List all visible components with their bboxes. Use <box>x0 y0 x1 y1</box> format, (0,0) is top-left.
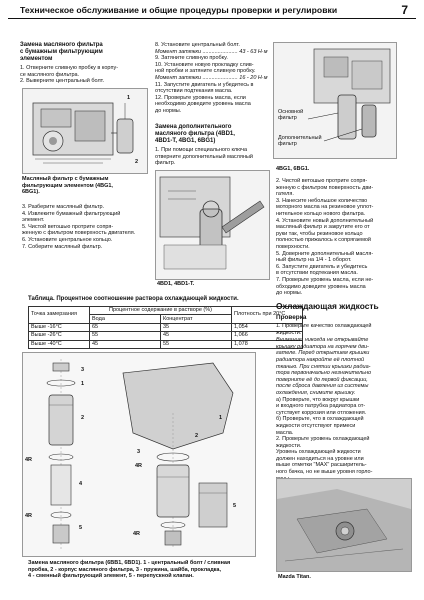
caption-line: 6BG1). <box>22 189 40 196</box>
step-text: 2. Чистой ветошью протрите сопря- <box>276 178 368 184</box>
caption-line: Масляный фильтр с бумажным <box>22 176 109 182</box>
caption-line: Замена масляного фильтра (6BB1, 6BD1). 1 - центральный болт / сливная <box>28 560 231 566</box>
torque-spec: Момент затяжки ....................... 43 - 63 Н·м <box>155 48 268 55</box>
step-text: 1. Проверьте качество охлаждающей <box>276 323 372 329</box>
step-text: 10. Установите новую прокладку слив- <box>155 61 254 68</box>
callout-label: 5 <box>79 525 83 531</box>
callout-label: 4R <box>135 463 143 469</box>
warning-line: Внимание: никогда не открывайте <box>276 337 369 344</box>
step-text: отверните дополнительный масляный <box>155 153 253 160</box>
label-additional-filter <box>278 135 322 147</box>
page-title: Техническое обслуживание и общие процедуры проверки и регулировки <box>20 5 338 15</box>
header-freeze: Точка замерзания <box>29 307 90 324</box>
step-text: обходимо доведите уровень масла <box>276 283 366 290</box>
step-text: полностью прижалось к сопрягаемой <box>276 237 372 244</box>
step-text: ного бачка, но не выше уровня горло- <box>276 469 373 476</box>
filter-wrench-illustration <box>156 171 269 279</box>
heading-line: с бумажным фильтрующим <box>20 49 103 56</box>
table-cell: 45 <box>161 332 232 340</box>
label-main-filter <box>278 109 303 121</box>
callout-label: 2 <box>81 415 85 421</box>
additional-filter-steps <box>276 178 411 297</box>
callout-label: 2 <box>195 433 199 439</box>
callout-2: 2 <box>135 159 139 165</box>
caption-line: 4 - сменный фильтрующий элемент, 5 - перепускной клапан. <box>28 573 194 580</box>
coolant-text <box>276 323 414 482</box>
oil-filter-steps-a <box>20 65 150 85</box>
figure-caption: Mazda Titan. <box>278 574 311 580</box>
caption-line: фильтрующим элементом (4BG1, <box>22 182 113 189</box>
figure-caption: 4BG1, 6BG1. <box>276 166 310 172</box>
table-cell: 55 <box>161 340 232 348</box>
step-text: б) Проверьте, что в охлаждающей <box>276 416 364 423</box>
warning-line: гателе. Перед открытием крышки <box>276 350 370 357</box>
coolant-subheading: Проверка <box>276 314 307 321</box>
warning-line: тора первоначально незначительно <box>276 370 372 377</box>
coolant-heading: Охлаждающая жидкость <box>276 301 379 311</box>
step-text: фильтр. <box>155 160 176 167</box>
step-text: 3. Нанесите небольшое количество <box>276 197 368 204</box>
additional-filter-step1 <box>155 147 270 167</box>
exploded-caption <box>28 560 258 580</box>
table-cell: Выше -40°С <box>29 340 90 348</box>
heading-line: Замена масляного фильтра <box>20 42 103 48</box>
step-text: руки так, чтобы резиновое кольцо <box>276 230 363 237</box>
step-text: сутствует коррозия или отложения. <box>276 409 367 416</box>
step-text: выше отметки "MAX" расширитель- <box>276 462 367 469</box>
warning-block <box>276 337 414 396</box>
step-text: 6. Установите центральное кольцо. <box>22 236 113 243</box>
step-text: 2. Проверьте уровень охлаждающей <box>276 436 370 443</box>
step-text: масла. <box>276 429 294 436</box>
heading-line: масляного фильтра (4BD1, <box>155 131 235 138</box>
table-row <box>29 332 303 340</box>
step-text: поверхности. <box>276 243 310 250</box>
warning-line: крышку радиатора на горячем дви- <box>276 343 369 350</box>
step-text: жидкости. <box>276 329 302 336</box>
callout-label: 5 <box>233 503 237 509</box>
label-line: Основной <box>278 109 304 115</box>
step-text: ной пробки и затяните сливную пробку. <box>155 68 256 75</box>
table-cell: 1,066 <box>232 332 303 340</box>
label-line: фильтр <box>278 141 297 147</box>
step-text: 5. Чистой ветошью протрите сопря- <box>22 223 114 230</box>
step-text: и входного патрубка радиатора от- <box>276 403 366 410</box>
table-cell: Выше -16°С <box>29 323 90 331</box>
table-title: Таблица. Процентное соотношение раствора охлаждающей жидкости. <box>28 296 239 302</box>
radiator-figure <box>276 478 412 572</box>
step-text: 4. Извлеките бумажный фильтрующий <box>22 210 121 217</box>
step-text: 6. Запустите двигатель и убедитесь <box>276 263 368 270</box>
warning-line: после сброса давления из системы <box>276 383 369 390</box>
label-line: Дополнительный <box>278 135 322 141</box>
additional-filter-heading <box>155 124 270 146</box>
header-concentrate: Концентрат <box>161 315 232 323</box>
heading-line: элементом <box>20 56 53 63</box>
filter-location-figure <box>273 42 397 159</box>
oil-filter-steps-top <box>155 42 270 115</box>
step-text: 1. При помощи специального ключа <box>155 147 248 153</box>
callout-label: 3 <box>137 449 141 455</box>
callout-label: 4R <box>25 457 33 463</box>
warning-line: радиатора накройте её плотной <box>276 356 365 363</box>
step-text: необходимо доведите уровень масла <box>155 101 251 108</box>
callout-label: 4 <box>79 481 83 487</box>
step-text: женную с фильтром поверхность дви- <box>276 184 374 191</box>
step-text: 7. Соберите масляный фильтр. <box>22 243 103 250</box>
caption-line: пробка, 2 - корпус масляного фильтра, 3 - пружина, шайба, прокладка, <box>28 566 222 573</box>
table-cell: Выше -26°С <box>29 332 90 340</box>
step-text: 7. Проверьте уровень масла, если не- <box>276 276 374 283</box>
engine-figure <box>22 88 148 174</box>
warning-line: тканью. При снятии крышки радиа- <box>276 363 371 370</box>
coolant-table <box>28 306 303 349</box>
header-group: Процентное содержание в растворе (%) <box>90 307 232 315</box>
label-line: фильтр <box>278 115 297 121</box>
oil-filter-steps-b <box>22 204 152 250</box>
step-text: до нормы. <box>276 290 303 297</box>
step-text: моторного масла на резиновое уплот- <box>276 204 374 211</box>
warning-line: поверните её до первой фиксации, <box>276 376 368 383</box>
step-text: отсутствии подтекания масла. <box>155 88 233 95</box>
step-text: нительное кольцо нового фильтра. <box>276 210 366 217</box>
table-row <box>29 340 303 348</box>
additional-filter-figure <box>155 170 270 280</box>
step-text: 3. Разберите масляный фильтр. <box>22 204 105 210</box>
step-text: 8. Установите центральный болт. <box>155 42 240 48</box>
step-text: 1. Отверните сливную пробку в корпу- <box>20 65 119 71</box>
page-header <box>8 3 416 19</box>
figure-caption <box>22 176 152 196</box>
callout-label: 3 <box>81 367 85 373</box>
header-density: Плотность при 20°С <box>232 307 303 324</box>
table-row <box>29 323 303 331</box>
header-water: Вода <box>90 315 161 323</box>
heading-line: Замена дополнительного <box>155 124 232 130</box>
step-text: се масляного фильтра. <box>20 71 80 78</box>
step-text: элемент. <box>22 217 45 224</box>
step-text: 4. Установите новый дополнительный <box>276 217 374 224</box>
exploded-figure <box>22 352 256 557</box>
callout-label: 4R <box>25 513 33 519</box>
warning-line: охлаждения, снимите крышку. <box>276 389 356 396</box>
table-cell: 65 <box>90 323 161 331</box>
step-text: жидкости отсутствуют примеси <box>276 422 356 429</box>
step-text: жидкости. <box>276 442 302 449</box>
callout-1: 1 <box>127 95 131 101</box>
step-text: ный фильтр на 1/4 - 1 оборот. <box>276 257 352 264</box>
callout-label: 4R <box>133 531 141 537</box>
step-text: в отсутствии подтекания масла. <box>276 270 358 277</box>
page-number: 7 <box>401 3 408 17</box>
step-text: 5. Доверните дополнительный масля- <box>276 250 374 257</box>
step-text: должен находиться на уровне или <box>276 455 364 462</box>
table-cell: 1,054 <box>232 323 303 331</box>
step-text: 9. Затяните сливную пробку. <box>155 55 228 62</box>
step-text: Уровень охлаждающей жидкости <box>276 449 361 456</box>
step-text: гателя. <box>276 191 294 198</box>
step-text: 11. Запустите двигатель и убедитесь в <box>155 81 254 88</box>
step-text: 12. Проверьте уровень масла, если <box>155 94 246 101</box>
radiator-illustration <box>277 479 411 571</box>
step-text: а) Проверьте, что вокруг крышки <box>276 396 360 403</box>
table-cell: 55 <box>90 332 161 340</box>
callout-label: 1 <box>81 381 85 387</box>
step-text: масляный фильтр и закрутите его от <box>276 224 370 231</box>
table-cell: 1,078 <box>232 340 303 348</box>
step-text: 2. Выверните центральный болт. <box>20 78 105 85</box>
table-cell: 35 <box>161 323 232 331</box>
engine-illustration <box>23 89 147 173</box>
figure-caption: 4BD1, 4BD1-T. <box>157 281 195 287</box>
step-text: до нормы. <box>155 107 182 114</box>
oil-filter-heading <box>20 42 150 64</box>
heading-line: 4BD1-T, 4BG1, 6BG1) <box>155 138 216 145</box>
step-text: женную с фильтром поверхность двигателя. <box>22 230 136 237</box>
torque-spec: Момент затяжки ....................... 16 - 20 Н·м <box>155 74 268 81</box>
callout-label: 1 <box>219 415 223 421</box>
table-cell: 45 <box>90 340 161 348</box>
